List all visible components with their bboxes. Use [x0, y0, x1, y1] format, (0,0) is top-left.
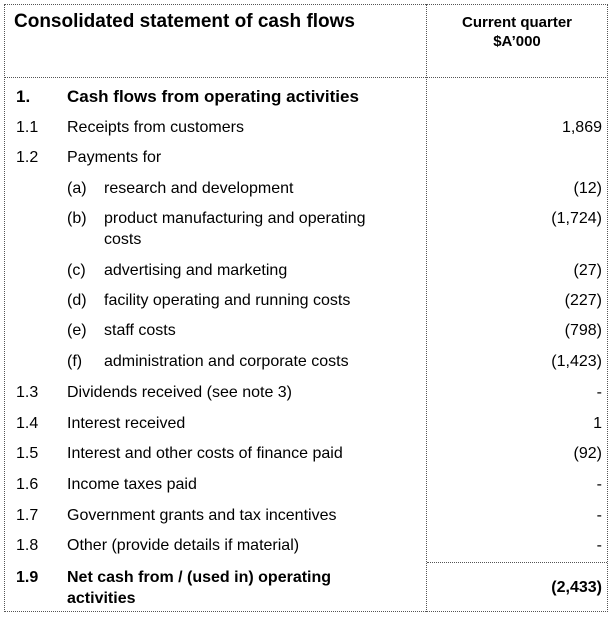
row-value: (27)	[573, 262, 602, 279]
statement-title: Consolidated statement of cash flows	[14, 11, 355, 32]
row-number: 1.5	[16, 445, 39, 462]
row-letter: (a)	[67, 180, 87, 197]
row-number: 1.3	[16, 384, 39, 401]
column-header-period: Current quarter	[461, 14, 573, 31]
row-value: 1,869	[561, 119, 602, 136]
header-divider	[4, 77, 608, 78]
row-value: (798)	[564, 322, 602, 339]
row-label: advertising and marketing	[104, 262, 288, 279]
row-label: staff costs	[104, 322, 176, 339]
row-label: Government grants and tax incentives	[67, 507, 337, 524]
row-label: facility operating and running costs	[104, 292, 351, 309]
row-number: 1.7	[16, 507, 39, 524]
row-letter: (b)	[67, 210, 87, 227]
row-value: (1,724)	[551, 210, 602, 227]
total-label: Net cash from / (used in) operating activities	[67, 569, 332, 607]
column-divider	[426, 4, 427, 612]
row-number: 1.8	[16, 537, 39, 554]
column-header-unit: $A’000	[493, 33, 541, 50]
row-value: (92)	[573, 445, 602, 462]
row-label: Interest received	[67, 415, 186, 432]
row-value: (227)	[564, 292, 602, 309]
row-number: 1.1	[16, 119, 39, 136]
row-value: -	[596, 507, 602, 524]
row-value: -	[596, 537, 602, 554]
row-label: Interest and other costs of finance paid	[67, 445, 343, 462]
row-label: research and development	[104, 180, 294, 197]
row-number: 1.6	[16, 476, 39, 493]
row-letter: (d)	[67, 292, 87, 309]
total-value: (2,433)	[551, 579, 602, 596]
row-letter: (e)	[67, 322, 87, 339]
column-header	[427, 13, 607, 51]
total-divider	[427, 562, 607, 563]
row-label: Receipts from customers	[67, 119, 244, 136]
row-label: administration and corporate costs	[104, 353, 349, 370]
row-value: (12)	[573, 180, 602, 197]
row-letter: (f)	[67, 353, 83, 370]
section-title: Cash flows from operating activities	[67, 87, 359, 106]
total-number: 1.9	[16, 569, 39, 586]
row-value: 1	[593, 415, 602, 432]
section-number: 1.	[16, 87, 31, 106]
row-label: Dividends received (see note 3)	[67, 384, 293, 401]
row-label: product manufacturing and operating costs	[104, 210, 366, 248]
row-label: Payments for	[67, 149, 162, 166]
row-number: 1.2	[16, 149, 39, 166]
row-value: -	[596, 384, 602, 401]
row-letter: (c)	[67, 262, 86, 279]
row-value: -	[596, 476, 602, 493]
row-number: 1.4	[16, 415, 39, 432]
row-value: (1,423)	[551, 353, 602, 370]
row-label: Other (provide details if material)	[67, 537, 300, 554]
row-label: Income taxes paid	[67, 476, 197, 493]
